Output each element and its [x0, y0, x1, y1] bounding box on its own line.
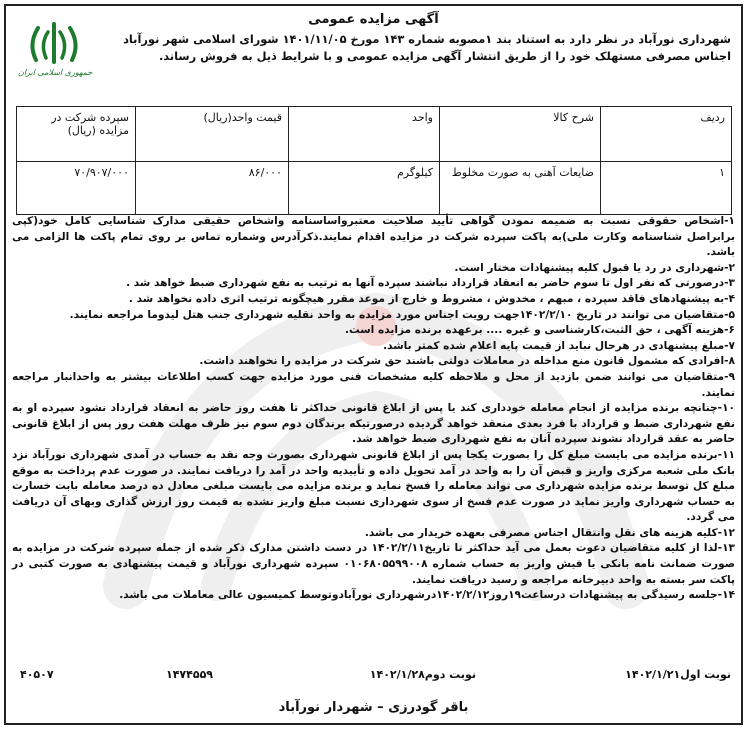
iran-emblem: [18, 20, 93, 98]
header-price: قیمت واحد(ریال): [136, 107, 289, 162]
header-unit: واحد: [289, 107, 440, 162]
condition-item: ۲-شهرداری در رد یا قبول کلیه پیشنهادات مختار است.: [454, 261, 735, 274]
iran-emblem-icon: [26, 20, 82, 66]
notice-intro: شهرداری نورآباد در نظر دارد به استناد بند ۱مصوبه شماره ۱۴۳ مورخ ۱۴۰۱/۱۱/۰۵ شورای اسلامی شهر نورآباد اجناس مصرفی مستهلک خود را از طریق انتشار آگهی مزایده عمومی و با شرایط ذیل به فروش رساند.: [123, 32, 731, 63]
first-publication-date: نوبت اول۱۴۰۲/۱/۲۱: [625, 668, 731, 681]
notice-header: [6, 6, 741, 102]
condition-item: ۳-درصورتی که نفر اول تا سوم حاضر به انعقاد قرارداد نباشند سپرده آنها به ترتیب به نفع شهرداری ضبط خواهد شد .: [126, 277, 735, 290]
header-description: شرح کالا: [440, 107, 601, 162]
condition-item: ۵-متقاضیان می توانند در تاریخ ۱۴۰۲/۲/۱۰جهت رویت اجناس مورد مزایده به واحد نقلیه شهرداری جنب هتل لیدوما مراجعه نمایند.: [69, 308, 735, 321]
cell-price: ۸۶/۰۰۰: [136, 162, 289, 215]
condition-item: ۱-اشخاص حقوقی نسبت به ضمیمه نمودن گواهی تأیید صلاحیت معتبرواساسنامه واشخاص حقیقی مدارک شناسایی کامل خود(کپی برابراصل شناسنامه وکارت ملی)به پاکت سپرده شرکت در مزایده اقدام نمایند.ذکرآدرس وشماره تماس بر روی تمام پاکت ها الزامی می باشد.: [12, 215, 735, 259]
reference-code-2: ۴۰۵۰۷: [20, 668, 54, 681]
items-table: [16, 106, 732, 215]
emblem-caption: جمهوری اسلامی ایران: [18, 68, 93, 77]
reference-code-1: ۱۴۷۴۵۵۹: [166, 668, 213, 681]
header-index: ردیف: [601, 107, 732, 162]
cell-unit: کیلوگرم: [289, 162, 440, 215]
condition-item: ۴-به پیشنهادهای فاقد سپرده ، مبهم ، مخدوش ، مشروط و خارج از موعد مقرر هیچگونه ترتیب اثری داده نخواهد شد .: [128, 292, 735, 305]
condition-item: ۷-مبلغ پیشنهادی در هرحال نباید از قیمت پایه اعلام شده کمتر باشد.: [383, 339, 735, 352]
condition-item: ۱۰-چنانچه برنده مزایده از انجام معامله خودداری کند یا پس از ابلاغ قانونی حداکثر تا هفت روز حاضر به انعقاد قرارداد نشود سپرده او به نفع شهرداری ضبط و قرارداد با فرد بعدی منعقد خواهد گردیده درصورتیکه برندگان دوم سوم نیز ظرف مهلت هفت روز پس از ابلاغ قانونی حاضر به عقد قرارداد نشوند سپرده آنان به نفع شهرداری ضبط خواهد شد.: [12, 402, 735, 446]
header-deposit: سپرده شرکت در مزایده (ریال): [17, 107, 136, 162]
condition-item: ۱۳-لذا از کلیه متقاضیان دعوت بعمل می آید حداکثر تا تاریخ۱۴۰۲/۲/۱۱ در دست داشتن مدارک ذکر شده از جمله سپرده شرکت در مزایده به صورت ضمانت نامه بانکی یا فیش واریز به حساب شماره ۰۱۰۶۸۰۵۵۹۹۰۰۸ سپرده شهرداری نورآباد و قیمت پیشنهادی به صورت کتبی در پاکت سر بسته به واحد دبیرخانه مراجعه و رسید دریافت نمایند.: [12, 542, 735, 586]
table-row: [17, 162, 732, 215]
signature: باقر گودرزی – شهردار نورآباد: [278, 700, 469, 715]
cell-description: ضایعات آهنی به صورت مخلوط: [440, 162, 601, 215]
condition-item: ۱۴-جلسه رسیدگی به پیشنهادات درساعت۱۹روز۱۴۰۲/۲/۱۲درشهرداری نورآبادوتوسط کمیسیون عالی معاملات می باشد.: [119, 589, 735, 602]
notice-page: [4, 4, 743, 725]
cell-index: ۱: [601, 162, 732, 215]
condition-item: ۶-هزینه آگهی ، حق الثبت،کارشناسی و غیره .... برعهده برنده مزایده است.: [345, 324, 735, 337]
condition-item: ۸-افرادی که مشمول قانون منع مداخله در معاملات دولتی باشند حق شرکت در مزایده را نخواهند داشت.: [199, 355, 735, 368]
condition-item: ۱۱-برنده مزایده می بایست مبلغ کل را بصورت یکجا پس از ابلاغ قانونی شهرداری بصورت وجه نقد به حساب در آمدی شهرداری نورآباد نزد بانک ملی شعبه مرکزی واریز و قبض آن را به واحد در آمد تحویل داده و تأییدیه واحد در آمد را دریافت نمایند. در صورت عدم پرداخت به موقع مبلغ کل توسط برنده مزایده شهرداری می تواند معامله را فسخ نماید و برنده مزایده می بایست مبلغی معادل ده درصد معامله بابت خسارت به حساب شهرداری واریز نماید در صورت عدم فسخ از سوی شهرداری نسبت مبلغ واریز نشده به قیمت روز ارزش گذاری وبهای آن دریافت می گردد.: [12, 448, 735, 524]
conditions-list: [12, 214, 735, 604]
second-publication-date: نوبت دوم۱۴۰۲/۱/۲۸: [369, 668, 476, 681]
cell-deposit: ۷۰/۹۰۷/۰۰۰: [17, 162, 136, 215]
condition-item: ۹-متقاضیان می توانند ضمن بازدید از محل و ملاحظه کلیه مشخصات فنی مورد مزایده جهت کسب اطلاعات بیشتر به واحدانبار مراجعه نمایند.: [12, 370, 735, 399]
notice-title: آگهی مزایده عمومی: [308, 12, 439, 27]
table-header-row: [17, 107, 732, 162]
condition-item: ۱۲-کلیه هزینه های نقل وانتقال اجناس مصرفی بعهده خریدار می باشد.: [364, 526, 735, 539]
publication-dates: [16, 668, 731, 684]
